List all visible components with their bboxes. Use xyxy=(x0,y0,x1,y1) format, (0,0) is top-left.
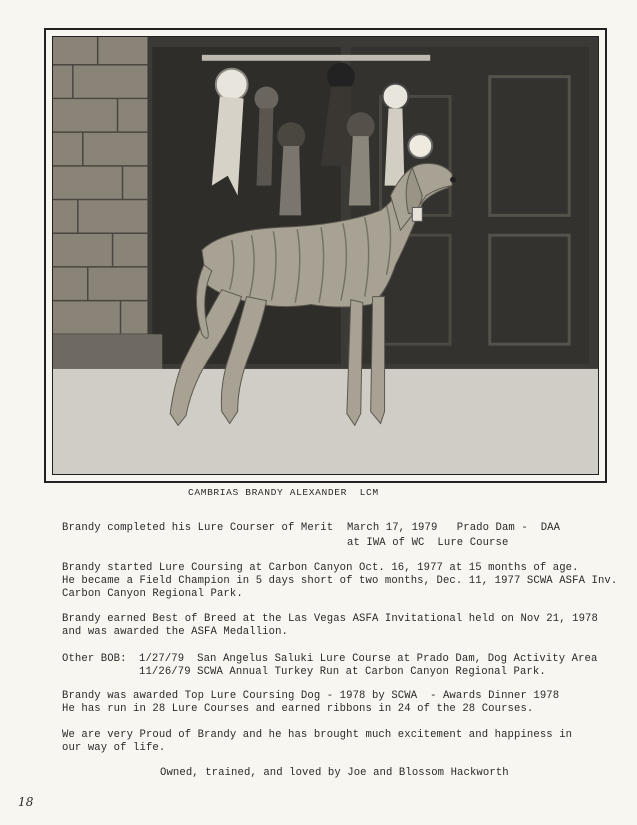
started-line-3: Carbon Canyon Regional Park. xyxy=(62,588,243,600)
other-bob-label: Other BOB: xyxy=(62,653,127,665)
photo-frame xyxy=(44,28,607,483)
started-line-2: He became a Field Champion in 5 days short of two months, Dec. 11, 1977 SCWA ASFA Inv. xyxy=(62,575,618,587)
bob-line-2: and was awarded the ASFA Medallion. xyxy=(62,626,289,638)
merit-line-right: March 17, 1979 Prado Dam - DAA xyxy=(347,522,561,534)
merit-line-left: Brandy completed his Lure Courser of Merit xyxy=(62,522,334,534)
dog-photograph xyxy=(52,36,599,475)
photo-caption: CAMBRIAS BRANDY ALEXANDER LCM xyxy=(188,487,379,498)
dog-photo-illustration xyxy=(53,37,598,474)
proud-line-2: our way of life. xyxy=(62,742,166,754)
started-line-1: Brandy started Lure Coursing at Carbon Canyon Oct. 16, 1977 at 15 months of age. xyxy=(62,562,579,574)
award-line-1: Brandy was awarded Top Lure Coursing Dog - 1978 by SCWA - Awards Dinner 1978 xyxy=(62,690,560,702)
other-bob-line-2: 11/26/79 SCWA Annual Turkey Run at Carbon Canyon Regional Park. xyxy=(139,666,546,678)
page-number: 18 xyxy=(18,795,34,809)
merit-line-right-2: at IWA of WC Lure Course xyxy=(347,537,509,549)
owners-line: Owned, trained, and loved by Joe and Blossom Hackworth xyxy=(160,767,509,779)
bob-line-1: Brandy earned Best of Breed at the Las Vegas ASFA Invitational held on Nov 21, 1978 xyxy=(62,613,598,625)
award-line-2: He has run in 28 Lure Courses and earned ribbons in 24 of the 28 Courses. xyxy=(62,703,534,715)
proud-line-1: We are very Proud of Brandy and he has brought much excitement and happiness in xyxy=(62,729,573,741)
other-bob-line-1: 1/27/79 San Angelus Saluki Lure Course at Prado Dam, Dog Activity Area xyxy=(139,653,598,665)
